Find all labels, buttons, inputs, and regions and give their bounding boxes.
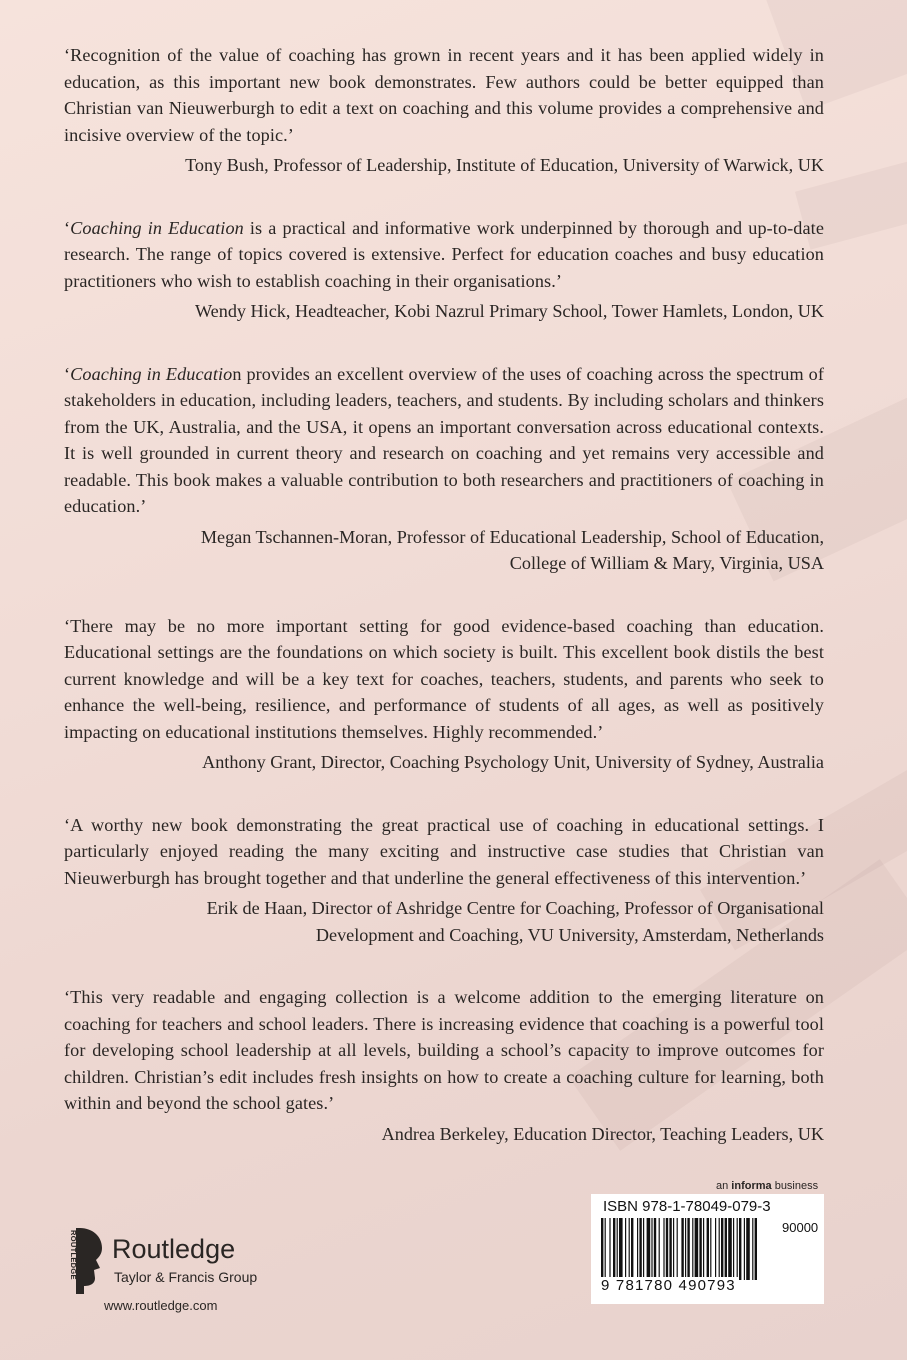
barcode-bar — [666, 1218, 668, 1280]
endorsement-2 — [64, 215, 824, 325]
barcode-bar — [625, 1218, 626, 1280]
endorsement-3 — [64, 361, 824, 577]
barcode-bar — [719, 1218, 720, 1280]
barcode-bar — [744, 1218, 745, 1280]
informa-brand: informa — [731, 1180, 772, 1192]
endorsement-1 — [64, 42, 824, 179]
barcode-bar — [737, 1218, 738, 1280]
barcode-bar — [601, 1218, 603, 1280]
informa-prefix: an — [716, 1180, 732, 1192]
barcode-bar — [663, 1218, 664, 1280]
quote-mark: ‘ — [64, 363, 71, 384]
logo-vertical-text: ROUTLEDGE — [69, 1230, 78, 1280]
book-title: Coaching in Educatio — [70, 363, 233, 384]
barcode-bar — [647, 1218, 651, 1280]
barcode-bar — [669, 1218, 671, 1280]
barcode-bar — [609, 1218, 610, 1280]
attribution-line: Tony Bush, Professor of Leadership, Institute of Education, University of Warwick, UK — [185, 155, 824, 175]
barcode-bar — [695, 1218, 699, 1280]
attribution-line: Anthony Grant, Director, Coaching Psychology Unit, University of Sydney, Australia — [202, 752, 824, 772]
endorsement-6 — [64, 984, 824, 1147]
routledge-logo — [62, 1226, 282, 1296]
publisher-name: Routledge — [112, 1234, 236, 1264]
barcode-bar — [643, 1218, 644, 1280]
endorsement-attribution — [64, 1121, 824, 1148]
endorsements — [64, 42, 824, 1147]
barcode-bar — [752, 1218, 753, 1280]
barcode-bar — [707, 1218, 709, 1280]
endorsement-quote: ‘Recognition of the value of coaching has grown in recent years and it has been applied widely in education, as this important new book demonstrates. Few authors could be better equipped than Christian van Nieuwerburgh to edit a text on coaching and this volume provides a comprehensive and incisive overview of the topic.’ — [64, 45, 824, 145]
endorsement-quote — [64, 215, 824, 295]
endorsement-quote: ‘There may be no more important setting for good evidence-based coaching than education. Educational settings are the foundations on which society is built. This excellent book distils the best current knowledge and will be a key text for coaches, teachers, students, and parents who seek to enhance the well-being, resilience, and performance of students of all ages, as well as positively impacting on educational institutions themselves. Highly recommended.’ — [64, 615, 824, 742]
endorsement-quote — [64, 361, 824, 520]
endorsement-4 — [64, 613, 824, 776]
endorsement-5 — [64, 812, 824, 949]
quote-body: n provides an excellent overview of the uses of coaching across the spectrum of stakeholders in education, including leaders, teachers, and students. By including scholars and thinkers from the UK, Australia, and the USA, it opens an important conversation across educational contexts. It is well grounded in current theory and research on coaching and yet remains very accessible and readable. This book makes a valuable contribution to both researchers and practitioners of coaching in education.’ — [64, 363, 824, 516]
attribution-line: Development and Coaching, VU University, Amsterdam, Netherlands — [315, 924, 824, 945]
barcode-bar — [725, 1218, 727, 1280]
isbn-text: ISBN 978-1-78049-079-3 — [603, 1198, 771, 1215]
endorsement-attribution — [64, 152, 824, 179]
barcode-bar — [651, 1218, 652, 1280]
endorsement-attribution — [64, 895, 824, 948]
attribution-line: Erik de Haan, Director of Ashridge Centre for Coaching, Professor of Organisational — [206, 898, 824, 918]
barcode-bar — [677, 1218, 678, 1280]
publisher-website: www.routledge.com — [104, 1298, 218, 1313]
endorsement-quote: ‘A worthy new book demonstrating the great practical use of coaching in educational settings. I particularly enjoyed reading the many exciting and instructive case studies that Christian van Nieuwerburgh has brought together and that underline the general effectiveness of this intervention.’ — [64, 814, 824, 888]
barcode-bar — [637, 1218, 638, 1280]
endorsement-attribution — [64, 524, 824, 577]
quote-body: is a practical and informative work underpinned by thorough and up-to-date research. The range of topics covered is extensive. Perfect for education coaches and busy education practitioners who wish to establish coaching in their organisations.’ — [64, 217, 825, 291]
barcode-bar — [617, 1218, 618, 1280]
barcode-bar — [692, 1218, 693, 1280]
endorsement-attribution — [64, 298, 824, 325]
endorsement-quote: ‘This very readable and engaging collection is a welcome addition to the emerging literature on coaching for teachers and school leaders. There is increasing evidence that coaching is a powerful tool for developing school leadership at all levels, building a school’s capacity to improve outcomes for children. Christian’s edit includes fresh insights on how to create a coaching culture for learning, both within and beyond the school gates.’ — [64, 987, 824, 1113]
barcode — [591, 1194, 824, 1304]
barcode-bar — [629, 1218, 630, 1280]
attribution-line: Megan Tschannen-Moran, Professor of Educational Leadership, School of Education, — [200, 526, 824, 547]
book-title: Coaching in Education — [70, 217, 244, 238]
attribution-line: College of William & Mary, Virginia, USA — [509, 553, 824, 573]
attribution-line: Andrea Berkeley, Education Director, Teaching Leaders, UK — [381, 1123, 824, 1144]
barcode-bar — [733, 1218, 734, 1280]
barcode-bar — [613, 1218, 615, 1280]
barcode-bar — [746, 1218, 750, 1280]
endorsement-attribution — [64, 749, 824, 776]
barcode-bar — [687, 1218, 689, 1280]
publisher-group: Taylor & Francis Group — [114, 1269, 258, 1285]
barcode-bar — [739, 1218, 741, 1280]
barcode-bar — [605, 1218, 606, 1280]
barcode-bar — [710, 1218, 711, 1280]
informa-suffix: business — [771, 1180, 819, 1192]
barcode-bar — [715, 1218, 716, 1280]
barcode-bar — [673, 1218, 674, 1280]
barcode-bar — [659, 1218, 660, 1280]
barcode-bar — [755, 1218, 757, 1280]
quote-mark: ‘ — [64, 217, 71, 238]
barcode-bar — [728, 1218, 732, 1280]
price-code: 90000 — [782, 1220, 819, 1235]
barcode-bar — [685, 1218, 686, 1280]
barcode-bar — [631, 1218, 633, 1280]
attribution-line: Wendy Hick, Headteacher, Kobi Nazrul Primary School, Tower Hamlets, London, UK — [194, 301, 824, 321]
routledge-head-icon — [62, 1226, 108, 1296]
barcode-bar — [619, 1218, 623, 1280]
barcode-bar — [681, 1218, 683, 1280]
barcode-bar — [703, 1218, 704, 1280]
barcode-bar — [699, 1218, 701, 1280]
barcode-bar — [721, 1218, 723, 1280]
informa-business-tag — [716, 1180, 818, 1192]
barcode-bar — [654, 1218, 656, 1280]
barcode-bar — [639, 1218, 641, 1280]
barcode-digits: 9 781780 490793 — [601, 1277, 736, 1294]
